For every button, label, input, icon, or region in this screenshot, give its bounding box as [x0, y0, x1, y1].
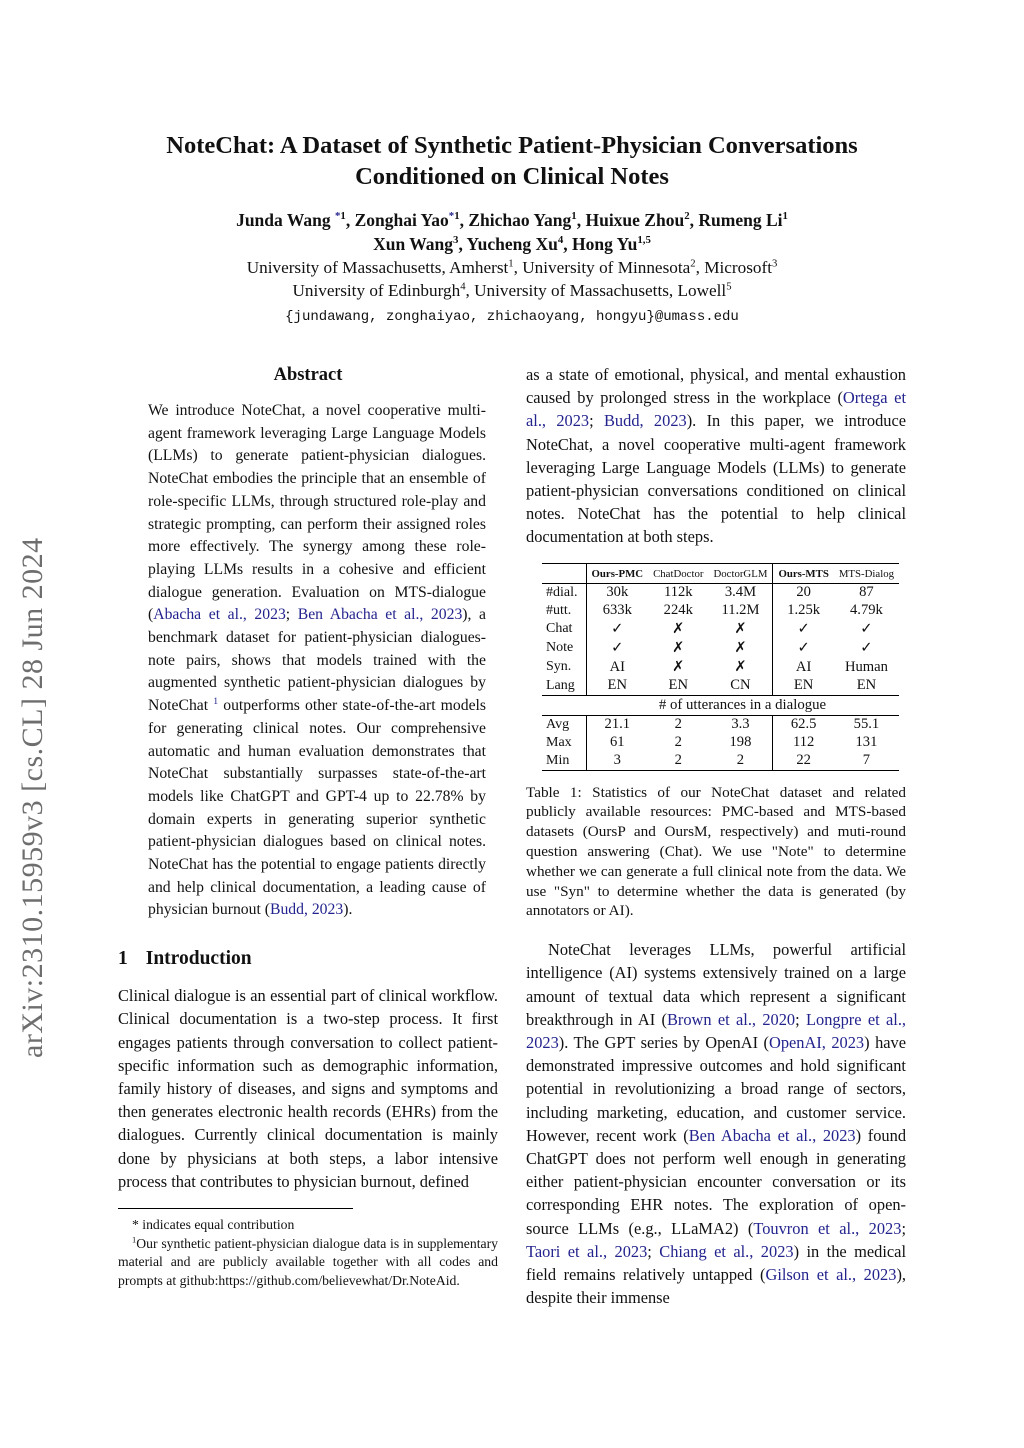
superscript: 1: [454, 210, 460, 223]
table1-cell: 1.25k: [773, 602, 834, 620]
citation-link[interactable]: Budd, 2023: [604, 411, 687, 431]
citation-link[interactable]: Longpre et al., 2023: [526, 1009, 907, 1053]
superscript: 1,5: [637, 234, 651, 247]
paper-title-line-2: Conditioned on Clinical Notes: [355, 163, 669, 190]
table1-cell: ✗: [672, 659, 685, 676]
superscript: 3: [771, 258, 778, 270]
section-number: 1: [118, 948, 128, 970]
table1-row: [542, 639, 899, 658]
superscript: 3: [453, 234, 459, 247]
table1-row: [542, 658, 899, 677]
text-run: We introduce NoteChat, a novel cooperative multi-agent framework leveraging Large Language Models (LLMs) to generate patient-physician dialogues. NoteChat embodies the principle that an ensemble of role-specific LLMs, through structured role-play and strategic prompting, can perform their assigned roles more effectively. The synergy among these role-playing LLMs results in a cohesive and efficient dialogue generation. Evaluation on MTS-dialogue (: [148, 402, 486, 624]
citation-link[interactable]: Gilson et al., 2023: [765, 1265, 897, 1285]
table1-cell: ✗: [672, 640, 685, 657]
table1-row-label: [542, 695, 586, 715]
text-run: ). In this paper, we introduce NoteChat, a novel cooperative multi-agent framework leveraging Large Language Models (LLMs) to generate patient-physician conversations conditioned on clinical notes. NoteChat has the potential to help clinical documentation at both steps.: [526, 411, 907, 547]
text-run: , Huixue Zhou: [576, 210, 685, 230]
table1-col-header: Ours-PMC: [586, 563, 648, 583]
table1-cell: 20: [773, 583, 834, 602]
table1-row-label: #utt.: [546, 602, 572, 618]
superscript: 2: [684, 210, 690, 223]
table1-span-row: [542, 695, 899, 715]
text-run: ) in the medical field remains relatively untapped (: [526, 1241, 907, 1285]
footnote-marker[interactable]: 1: [213, 695, 219, 707]
table1-cell: ✓: [860, 621, 873, 638]
table1-cell: AI: [773, 658, 834, 677]
table1-row: [542, 752, 899, 771]
author-block: [118, 208, 906, 325]
table1-cell: 2: [736, 752, 745, 769]
table1-cell: 112: [773, 734, 834, 752]
table1-cell: EN: [586, 677, 648, 696]
table1-cell: CN: [730, 677, 751, 694]
superscript: 1: [782, 210, 788, 223]
citation-link[interactable]: Brown et al., 2020: [666, 1009, 796, 1029]
table1-cell: 633k: [586, 602, 648, 620]
table1-row-label: Avg: [546, 716, 570, 732]
table1-col-header: ChatDoctor: [653, 567, 704, 580]
citation-link[interactable]: Ben Abacha et al., 2023: [297, 606, 463, 624]
text-run: ;: [589, 411, 604, 431]
text-run: ). The GPT series by OpenAI (: [558, 1033, 769, 1053]
text-run: University of Edinburgh: [292, 281, 461, 300]
text-run: NoteChat leverages LLMs, powerful artificial intelligence (AI) systems extensively trained on a large amount of textual data which represent a significant breakthrough in AI (: [526, 940, 906, 1029]
table1-row-label: Note: [546, 640, 574, 656]
table1-caption: [526, 783, 906, 922]
table1-cell: 3.4M: [724, 584, 757, 601]
paper-title-line-1: NoteChat: A Dataset of Synthetic Patient-Physician Conversations: [166, 132, 858, 159]
table1-cell: 62.5: [773, 715, 834, 734]
text-run: ), despite their immense: [526, 1265, 906, 1308]
text-run: , Zonghai Yao: [345, 210, 449, 230]
table1-cell: 4.79k: [850, 602, 883, 619]
table1-cell: ✗: [734, 621, 747, 638]
text-run: ;: [795, 1009, 807, 1029]
paper-title: [118, 130, 906, 192]
citation-link[interactable]: Abacha et al., 2023: [153, 606, 286, 624]
table1-cell: 112k: [663, 584, 693, 601]
authors-line-2: [118, 232, 906, 256]
arxiv-watermark: arXiv:2310.15959v3 [cs.CL] 28 Jun 2024: [16, 537, 49, 1058]
table1-cell: 11.2M: [721, 602, 760, 619]
text-run: Xun Wang: [373, 234, 454, 254]
table1-cell: 2: [674, 752, 682, 769]
paper-page: [118, 0, 906, 1309]
table1-cell: Human: [844, 658, 888, 675]
text-run: , Yucheng Xu: [458, 234, 558, 254]
text-run: ), a benchmark dataset for patient-physician dialogues-note pairs, shows that models trained with the augmented synthetic patient-physician dialogues by NoteChat: [148, 606, 486, 715]
section-heading-introduction: [118, 948, 498, 970]
text-run: * indicates equal contribution: [132, 1217, 295, 1232]
table1-col-header: [542, 563, 586, 583]
citation-link[interactable]: Ben Abacha et al., 2023: [688, 1125, 856, 1145]
table1-row-label: Syn.: [546, 659, 572, 675]
table1-cell: EN: [773, 677, 834, 696]
right-column: [526, 363, 906, 1309]
citation-link[interactable]: Budd, 2023: [270, 901, 344, 919]
text-run: as a state of emotional, physical, and mental exhaustion caused by prolonged stress in the workplace (: [526, 365, 906, 408]
text-run: , Zhichao Yang: [459, 210, 572, 230]
table1-col-header: Ours-MTS: [773, 563, 834, 583]
citation-link[interactable]: Ortega et al., 2023: [526, 388, 906, 431]
table1-cell: 2: [674, 716, 682, 733]
table1-cell: ✗: [734, 659, 747, 676]
citation-link[interactable]: Taori et al., 2023: [526, 1241, 648, 1261]
table1-cell: 3: [586, 752, 648, 771]
text-run: ) have demonstrated impressive outcomes and hold significant potential in revolutionizing a broad range of sectors, including marketing, education, and customer service. However, recent work (: [526, 1033, 907, 1145]
contact-email: {jundawang, zonghaiyao, zhichaoyang, hongyu}@umass.edu: [285, 309, 739, 325]
table1-col-header: MTS-Dialog: [838, 567, 895, 580]
text-run: ;: [647, 1241, 660, 1261]
text-run: , Microsoft: [695, 258, 772, 277]
equal-contribution-marker: *: [448, 210, 455, 223]
table1-cell: 7: [862, 752, 871, 769]
text-run: , Rumeng Li: [689, 210, 783, 230]
table1: [542, 563, 899, 771]
table1-cell: 30k: [586, 583, 648, 602]
footnote-divider: [118, 1208, 353, 1209]
two-column-body: [118, 363, 906, 1309]
table1-cell: 131: [855, 734, 878, 751]
citation-link[interactable]: OpenAI, 2023: [768, 1033, 865, 1053]
text-run: Junda Wang: [236, 210, 335, 230]
superscript: 1: [508, 258, 514, 270]
table1-row-label: Lang: [546, 677, 575, 693]
table1-cell: 3.3: [731, 716, 750, 733]
table1-cell: ✓: [773, 639, 834, 658]
table1-cell: ✓: [586, 639, 648, 658]
table1-cell: AI: [586, 658, 648, 677]
text-run: Clinical dialogue is an essential part of clinical workflow. Clinical documentation is a two-step process. It first engages patients through conversation to collect patient-specific information such as demographic information, family history of diseases, and signs and symptoms and then generates electronic health records (EHRs) from the dialogues. Currently clinical documentation is mainly done by physicians at both steps, a labor intensive process that contributes to physician burnout, defined: [118, 986, 498, 1191]
left-column: [118, 363, 498, 1309]
table1-cell: 55.1: [853, 716, 880, 733]
table1-row: [542, 602, 899, 620]
text-run: , University of Minnesota: [513, 258, 691, 277]
text-run: , Hong Yu: [563, 234, 638, 254]
table1-cell: 224k: [663, 602, 693, 619]
superscript: 5: [726, 281, 732, 293]
table1-cell: 61: [586, 734, 648, 752]
table1-cell: 2: [674, 734, 682, 751]
superscript: 1: [340, 210, 346, 223]
superscript: 4: [460, 281, 466, 293]
table1-cell: EN: [856, 677, 877, 694]
text-run: ).: [343, 901, 353, 919]
table1-span-label: # of utterances in a dialogue: [658, 696, 827, 713]
text-run: Our synthetic patient-physician dialogue data is in supplementary material and are publicly available together with all codes and prompts at github:https://github.com/believewhat/Dr.NoteAid.: [118, 1235, 498, 1288]
table1-row-label: Max: [546, 734, 572, 750]
table1-col-header: DoctorGLM: [713, 567, 768, 580]
table1-row: [542, 677, 899, 696]
table1-row-label: #dial.: [546, 584, 578, 600]
superscript: 1: [132, 1233, 137, 1244]
table1-cell: EN: [668, 677, 688, 694]
notechat-llms-paragraph: [526, 938, 906, 1309]
table1-cell: 22: [773, 752, 834, 771]
table1-cell: ✗: [672, 621, 685, 638]
continuation-paragraph: [526, 363, 906, 549]
superscript: 1: [571, 210, 577, 223]
text-run: Table 1: Statistics of our NoteChat dataset and related publicly available resources: PMC-based and MTS-based datasets (OursP and OursM, respectively) and muti-round question answering (Chat). We use "Note" to determine whether we can generate a full clinical note from the data. We use "Syn" to determine whether the data is generated (by annotators or AI).: [526, 783, 906, 920]
table1-cell: 87: [859, 584, 874, 601]
abstract-heading: Abstract: [273, 365, 343, 385]
citation-link[interactable]: Touvron et al., 2023: [753, 1218, 902, 1238]
superscript: 4: [557, 234, 564, 247]
table1-row-label: Chat: [546, 621, 573, 637]
equal-contribution-marker: *: [334, 210, 341, 223]
superscript: 2: [690, 258, 696, 270]
table1-row: [542, 583, 899, 602]
abstract-body: [148, 400, 486, 922]
table1-cell: 21.1: [586, 715, 648, 734]
text-run: ;: [285, 606, 298, 624]
text-run: ) found ChatGPT does not perform well enough in generating either patient-physician encounter conversation or its corresponding EHR notes. The exploration of open-source LLMs (e.g., LLaMA2) (: [526, 1125, 907, 1238]
section-title: Introduction: [145, 948, 252, 970]
text-run: University of Massachusetts, Amherst: [246, 258, 509, 277]
table1-row: [542, 620, 899, 639]
table1-cell: ✗: [734, 640, 747, 657]
table1-cell: ✓: [586, 620, 648, 639]
introduction-paragraph: [118, 984, 498, 1193]
citation-link[interactable]: Chiang et al., 2023: [659, 1241, 794, 1261]
text-run: , University of Massachusetts, Lowell: [465, 281, 727, 300]
affiliations-line-1: [118, 256, 906, 279]
table1-cell: ✓: [773, 620, 834, 639]
table1-cell: 198: [729, 734, 752, 751]
footnote-data-availability: [118, 1235, 498, 1291]
footnote-equal-contribution: [118, 1216, 498, 1235]
table1-row-label: Min: [546, 752, 570, 768]
authors-line-1: [118, 208, 906, 232]
table1-row: [542, 715, 899, 734]
table1-row: [542, 734, 899, 752]
table1-cell: ✓: [860, 640, 873, 657]
text-run: outperforms other state-of-the-art models for generating clinical notes. Our comprehensive automatic and human evaluation demonstrates that NoteChat substantially surpasses state-of-the-art models like ChatGPT and GPT-4 up to 22.78% by domain experts in generating superior synthetic patient-physician dialogues based on clinical notes. NoteChat has the potential to engage patients directly and help clinical documentation, a leading cause of physician burnout (: [148, 697, 486, 919]
text-run: ;: [901, 1218, 906, 1238]
affiliations-line-2: [118, 279, 906, 302]
